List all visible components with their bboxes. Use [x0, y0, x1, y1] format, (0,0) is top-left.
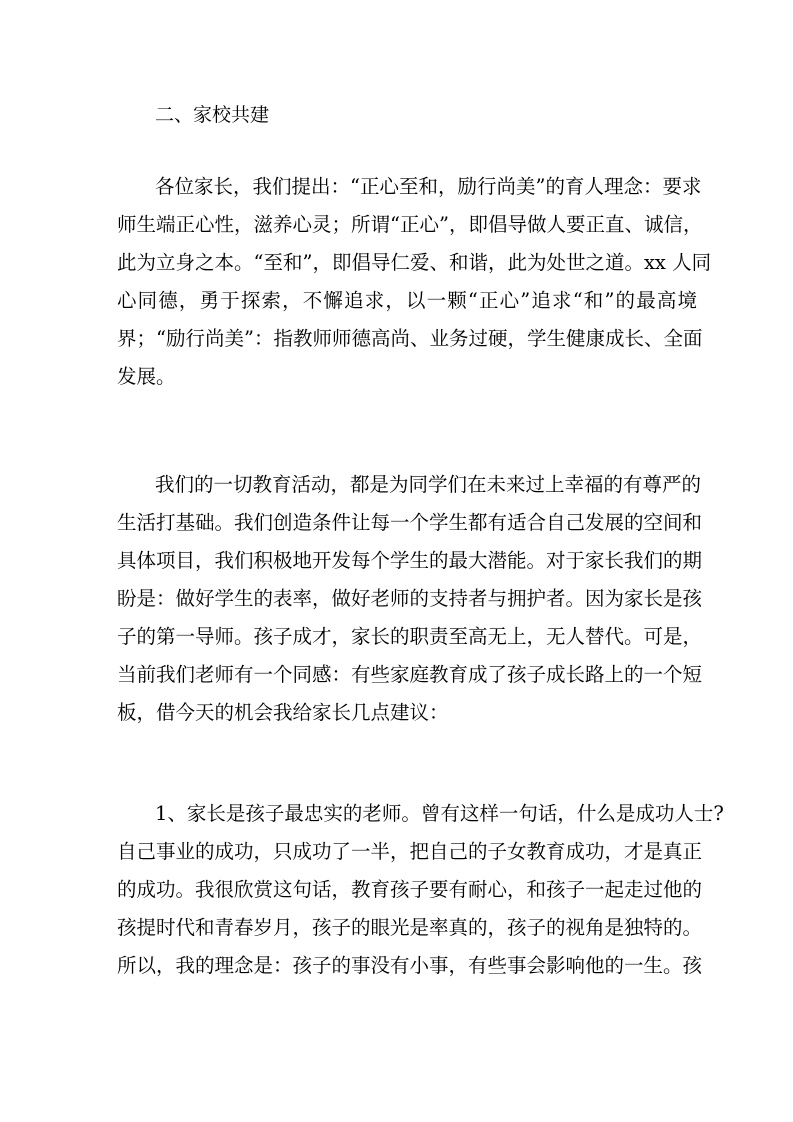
paragraph-line: 孩提时代和青春岁月，孩子的眼光是率真的，孩子的视角是独特的。: [117, 916, 703, 939]
section-heading: 二、家校共建: [155, 104, 270, 126]
paragraph-line: 盼是：做好学生的表率，做好老师的支持者与拥护者。因为家长是孩: [117, 587, 703, 610]
paragraph-line: 发展。: [117, 365, 176, 388]
paragraph-suggestion-1: [117, 795, 724, 985]
paragraph-parenting-philosophy: [117, 168, 712, 396]
paragraph-line: 的成功。我很欣赏这句话，教育孩子要有耐心，和孩子一起走过他的: [117, 878, 703, 901]
paragraph-line: 心同德，勇于探索，不懈追求，以一颗“正心”追求“和”的最高境: [117, 289, 697, 312]
paragraph-line: 子的第一导师。孩子成才，家长的职责至高无上，无人替代。可是，: [117, 625, 703, 648]
paragraph-line: 生活打基础。我们创造条件让每一个学生都有适合自己发展的空间和: [117, 511, 703, 534]
paragraph-line: 板，借今天的机会我给家长几点建议：: [117, 701, 449, 724]
paragraph-line: 界；“励行尚美”：指教师师德高尚、业务过硬，学生健康成长、全面: [117, 327, 703, 350]
paragraph-education-activities: [117, 466, 703, 732]
paragraph-line: 各位家长，我们提出：“正心至和，励行尚美”的育人理念：要求: [155, 175, 702, 198]
paragraph-line: 此为立身之本。“至和”，即倡导仁爱、和谐，此为处世之道。xx 人同: [117, 251, 712, 274]
paragraph-line: 我们的一切教育活动，都是为同学们在未来过上幸福的有尊严的: [155, 473, 702, 496]
paragraph-line: 1、家长是孩子最忠实的老师。曾有这样一句话，什么是成功人士?: [155, 802, 724, 825]
paragraph-line: 当前我们老师有一个同感：有些家庭教育成了孩子成长路上的一个短: [117, 663, 703, 686]
paragraph-line: 师生端正心性，滋养心灵；所谓“正心”，即倡导做人要正直、诚信，: [117, 213, 703, 236]
paragraph-line: 具体项目，我们积极地开发每个学生的最大潜能。对于家长我们的期: [117, 549, 703, 572]
paragraph-line: 所以，我的理念是：孩子的事没有小事，有些事会影响他的一生。孩: [117, 954, 703, 977]
paragraph-line: 自己事业的成功，只成功了一半，把自己的子女教育成功，才是真正: [117, 840, 703, 863]
